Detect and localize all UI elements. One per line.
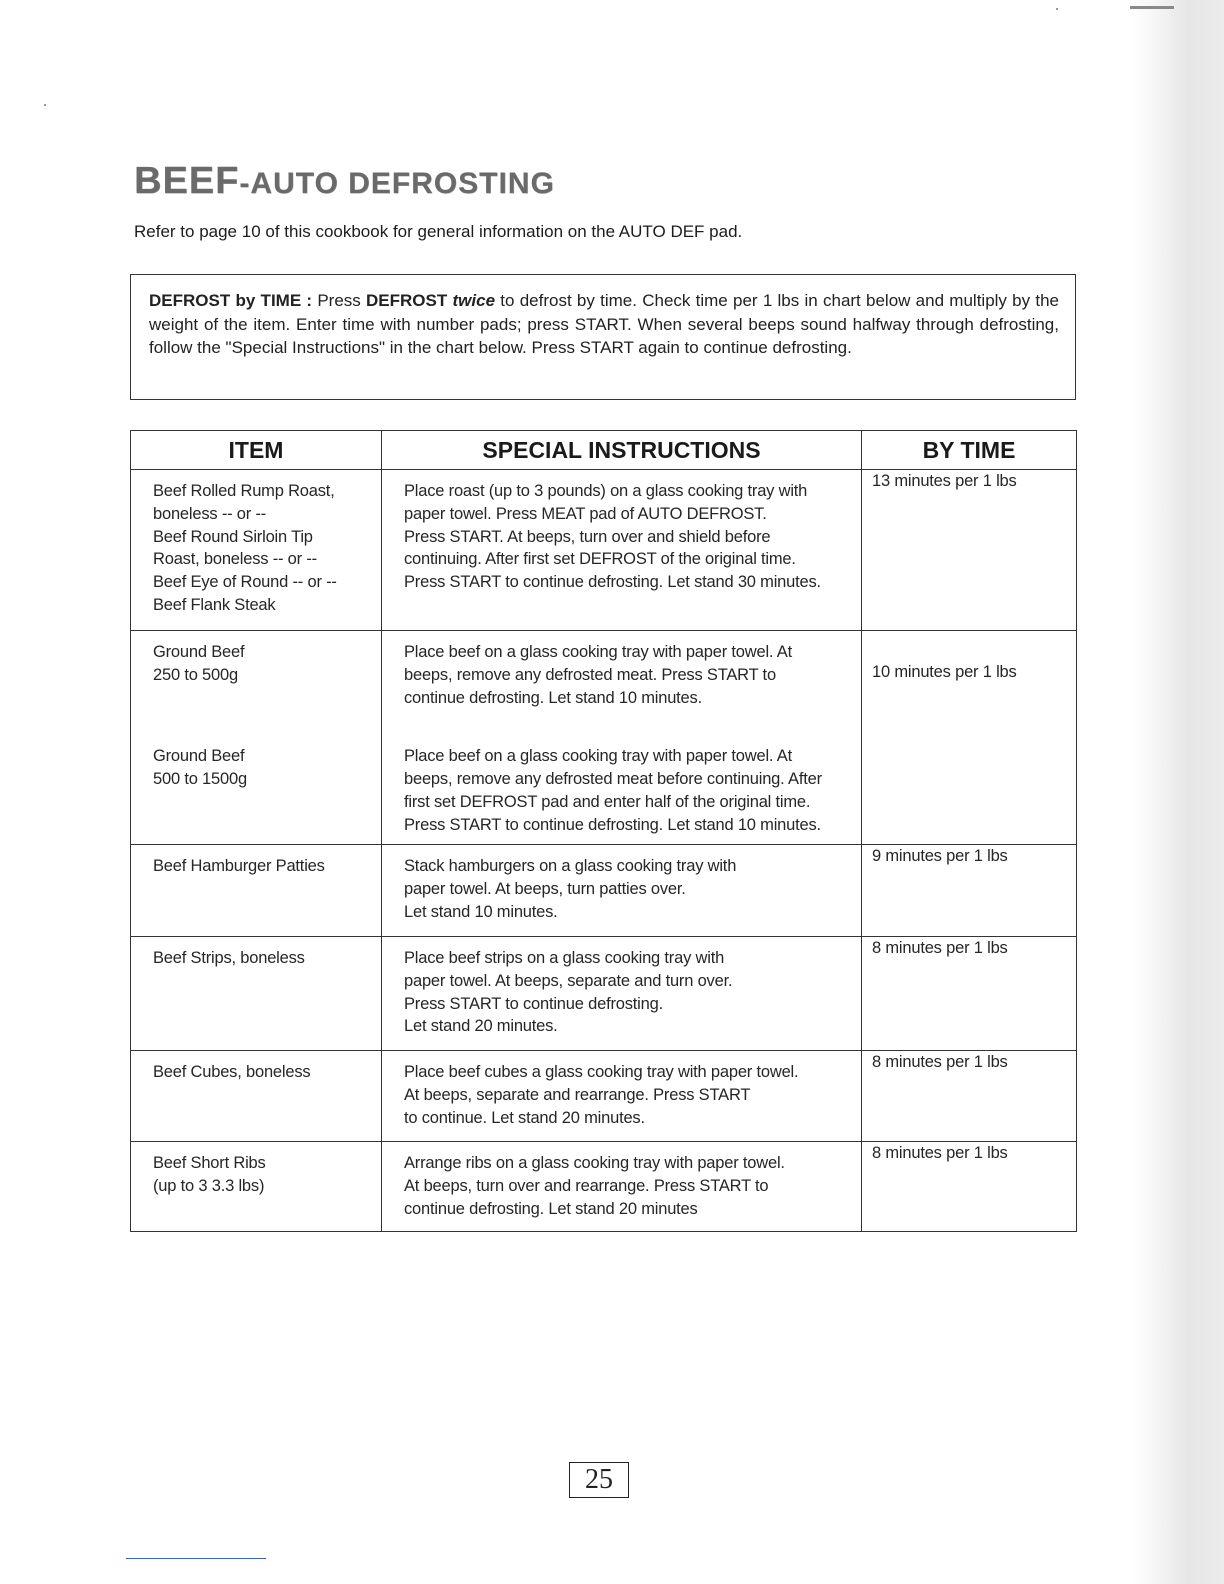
- instruction-line: Place beef strips on a glass cooking tray with: [404, 949, 725, 967]
- instruction-line: Place beef on a glass cooking tray with paper towel. At: [404, 747, 792, 766]
- time-cell: 8 minutes per 1 lbs: [862, 1051, 1077, 1142]
- item-line: Beef Round Sirloin Tip: [153, 527, 313, 546]
- item-cell: [131, 631, 382, 845]
- time-cell: 10 minutes per 1 lbs: [862, 631, 1077, 845]
- item-cell: [131, 1142, 382, 1232]
- item-line: Beef Short Ribs: [153, 1154, 266, 1172]
- item-line: Beef Rolled Rump Roast,: [153, 482, 335, 500]
- instruction-line: continuing. After first set DEFROST of the original time.: [404, 550, 796, 569]
- table-row: [131, 470, 1077, 631]
- time-cell: 8 minutes per 1 lbs: [862, 1142, 1077, 1232]
- time-cell: 8 minutes per 1 lbs: [862, 937, 1077, 1051]
- instruction-line: continue defrosting. Let stand 10 minutes.: [404, 688, 702, 707]
- intro-text: Refer to page 10 of this cookbook for general information on the AUTO DEF pad.: [134, 222, 743, 241]
- instruction-line: beeps, remove any defrosted meat. Press START to: [404, 665, 776, 684]
- item-line: boneless -- or --: [153, 504, 267, 523]
- item-line: Beef Flank Steak: [153, 595, 276, 614]
- item-line: Roast, boneless -- or --: [153, 550, 317, 569]
- note-twice: twice: [452, 291, 496, 310]
- defrost-by-time-note: [130, 274, 1076, 400]
- instruction-line: to continue. Let stand 20 minutes.: [404, 1108, 645, 1127]
- page-edge-shadow: [1132, 0, 1224, 1584]
- item-cell: [131, 470, 382, 631]
- instructions-cell: [382, 937, 862, 1051]
- page-number: 25: [569, 1462, 629, 1498]
- instruction-line: paper towel. At beeps, turn patties over.: [404, 879, 686, 898]
- item-line: 500 to 1500g: [153, 770, 247, 789]
- instructions-cell: [382, 1142, 862, 1232]
- item-cell: [131, 845, 382, 937]
- footer-rule: [126, 1558, 266, 1559]
- instruction-line: Place beef cubes a glass cooking tray with paper towel.: [404, 1063, 799, 1081]
- instructions-cell: [382, 470, 862, 631]
- table-row: [131, 937, 1077, 1051]
- instructions-cell: [382, 845, 862, 937]
- header-by-time: BY TIME: [862, 431, 1077, 470]
- instruction-line: Let stand 20 minutes.: [404, 1017, 558, 1036]
- item-line: Beef Cubes, boneless: [153, 1063, 311, 1081]
- title-auto-defrosting: -AUTO DEFROSTING: [239, 167, 555, 200]
- item-line: Beef Hamburger Patties: [153, 857, 325, 875]
- time-cell: 9 minutes per 1 lbs: [862, 845, 1077, 937]
- instructions-cell: [382, 631, 862, 845]
- item-line: Beef Strips, boneless: [153, 949, 305, 967]
- note-text-2: to defrost by time. Check time per 1 lbs in chart below and multiply by the weight of the item. Enter time with number pads; press START. When several beeps sound halfway through defrosting, follow the "Special Instructions" in the chart below. Press START again to continue defrosting.: [149, 291, 1059, 357]
- instruction-line: At beeps, separate and rearrange. Press START: [404, 1085, 751, 1104]
- title-beef: BEEF: [134, 160, 240, 202]
- table-header-row: [131, 431, 1077, 470]
- header-item: ITEM: [131, 431, 382, 470]
- instructions-cell: [382, 1051, 862, 1142]
- instruction-line: Place roast (up to 3 pounds) on a glass cooking tray with: [404, 482, 808, 500]
- table-row: [131, 631, 1077, 845]
- instruction-line: beeps, remove any defrosted meat before continuing. After: [404, 770, 822, 789]
- instruction-line: Press START. At beeps, turn over and shield before: [404, 527, 771, 546]
- defrost-chart: [130, 430, 1077, 1232]
- instruction-line: first set DEFROST pad and enter half of the original time.: [404, 792, 811, 811]
- instruction-line: paper towel. At beeps, separate and turn over.: [404, 971, 733, 990]
- item-line: (up to 3 3.3 lbs): [153, 1176, 265, 1195]
- instruction-line: continue defrosting. Let stand 20 minutes: [404, 1199, 698, 1218]
- item-line: Ground Beef: [153, 747, 245, 766]
- instruction-line: Let stand 10 minutes.: [404, 902, 558, 921]
- instruction-line: Press START to continue defrosting. Let stand 10 minutes.: [404, 815, 821, 834]
- table-row: [131, 845, 1077, 937]
- scan-speck: [44, 104, 46, 106]
- note-defrost-word: DEFROST: [366, 291, 448, 310]
- header-special-instructions: SPECIAL INSTRUCTIONS: [382, 431, 862, 470]
- instruction-line: Press START to continue defrosting. Let stand 30 minutes.: [404, 573, 821, 592]
- table-row: [131, 1142, 1077, 1232]
- note-label: DEFROST by TIME :: [149, 291, 313, 310]
- instruction-line: Place beef on a glass cooking tray with paper towel. At: [404, 643, 792, 661]
- instruction-line: Stack hamburgers on a glass cooking tray with: [404, 857, 737, 875]
- page-title: [134, 160, 555, 203]
- scan-mark: [1130, 6, 1174, 9]
- item-cell: [131, 1051, 382, 1142]
- instruction-line: Press START to continue defrosting.: [404, 994, 663, 1013]
- item-line: Beef Eye of Round -- or --: [153, 573, 337, 592]
- table-row: [131, 1051, 1077, 1142]
- time-cell: 13 minutes per 1 lbs: [862, 470, 1077, 631]
- item-cell: [131, 937, 382, 1051]
- item-line: Ground Beef: [153, 643, 245, 661]
- scan-speck: [1056, 8, 1058, 10]
- instruction-line: paper towel. Press MEAT pad of AUTO DEFROST.: [404, 504, 767, 523]
- note-text-1: Press: [312, 291, 367, 310]
- instruction-line: Arrange ribs on a glass cooking tray with paper towel.: [404, 1154, 785, 1172]
- instruction-line: At beeps, turn over and rearrange. Press START to: [404, 1176, 769, 1195]
- item-line: 250 to 500g: [153, 665, 238, 684]
